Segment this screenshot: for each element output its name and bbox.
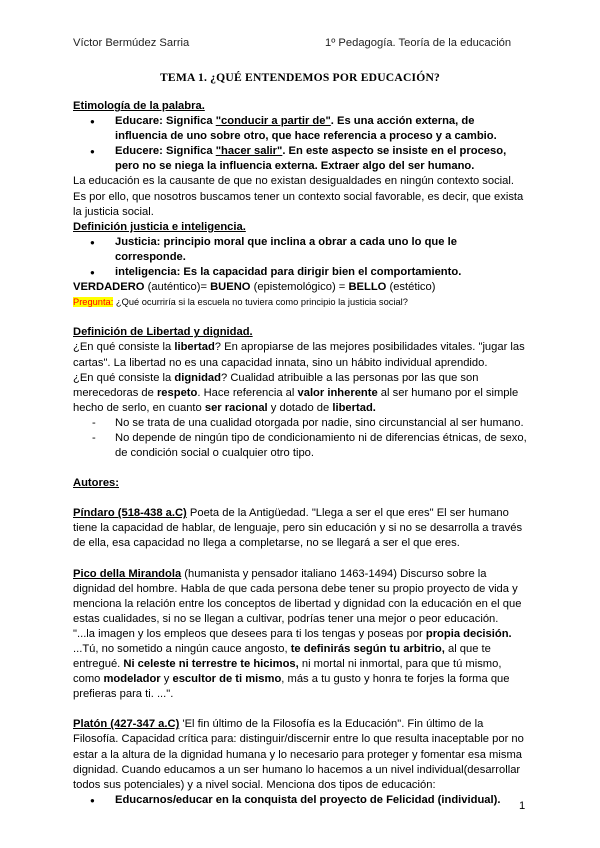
list-item: ● Educarnos/educar en la conquista del proyecto de Felicidad (individual). — [88, 793, 528, 808]
spacer — [73, 461, 528, 476]
spacer — [73, 702, 528, 717]
list-item: ● inteligencia: Es la capacidad para dirigir bien el comportamiento. — [88, 265, 528, 280]
spacer — [73, 552, 528, 567]
author-name: Pico della Mirandola — [73, 567, 182, 580]
author-pindaro: Píndaro (518-438 a.C) Poeta de la Antigüedad. "Llega a ser el que eres" El ser humano tiene la capacidad de hablar, de lenguaje, pero sin educación y si no se desarrolla a través de ella, esa capacidad no llega a completarse, no se llegará a ser el que eres. — [73, 507, 523, 550]
paragraph: La educación es la causante de que no existan desigualdades en ningún contexto social. Es por ello, que nosotros buscamos tener un contexto social favorable, es decir, que exista la justicia social. — [73, 175, 524, 218]
etimologia-list — [73, 114, 528, 174]
paragraph: ¿En qué consiste la dignidad? Cualidad atribuible a las personas por las que son merecedoras de respeto. Hace referencia al valor inherente al ser humano por el simple hecho de serlo, en cuanto ser racional y dotado de libertad. — [73, 371, 519, 414]
section-heading-justicia: Definición justicia e inteligencia. — [73, 220, 246, 233]
platon-list — [73, 793, 528, 808]
author-name: Platón (427-347 a.C) — [73, 718, 180, 731]
author-name: Píndaro (518-438 a.C) — [73, 507, 187, 520]
section-heading-libertad: Definición de Libertad y dignidad. — [73, 326, 253, 339]
section-heading-etimologia: Etimología de la palabra. — [73, 100, 205, 112]
paragraph: ¿En qué consiste la libertad? En apropiarse de las mejores posibilidades vitales. "jugar las cartas". La libertad no es una capacidad innata, sino un hábito individual aprendido. — [73, 341, 525, 369]
list-item: ● Educare: Significa "conducir a partir de". Es una acción externa, de influencia de uno sobre otro, que hace referencia a proceso y a cambio. — [88, 114, 528, 144]
header-author: Víctor Bermúdez Sarria — [73, 37, 190, 49]
list-item: - No depende de ningún tipo de condicionamiento ni de diferencias étnicas, de sexo, de condición social o cualquier otro tipo. — [88, 431, 528, 461]
libertad-dash-list — [73, 416, 528, 461]
pico-quote: "...la imagen y los empleos que desees para ti los tengas y poseas por propia decisión. ...Tú, no sometido a ningún cauce angosto, te definirás según tu arbitrio, al que te entregué. Ni celeste ni terrestre te hicimos, ni mortal ni inmortal, para que tú mismo, como modelador y escultor de ti mismo, más a tu gusto y honra te forjes la forma que prefieras para ti. ...". — [73, 627, 512, 701]
document-title: TEMA 1. ¿QUÉ ENTENDEMOS POR EDUCACIÓN? — [159, 71, 441, 84]
author-platon: Platón (427-347 a.C) 'El fin último de la Filosofía es la Educación". Fin último de la Filosofía. Capacidad crítica para: distinguir/discernir entre lo que resulta inaceptable por no estar a la altura de la dignidad humana y lo necesario para proteger y fomentar esa misma dignidad. Cuando educamos a un ser humano lo hacemos a un nivel individual(desarrollar todos sus potenciales) y a nivel social. Menciona dos tipos de educación: — [73, 718, 524, 791]
section-heading-autores: Autores: — [73, 477, 119, 490]
justicia-list — [73, 235, 528, 280]
list-item: ● Educere: Significa "hacer salir". En este aspecto se insiste en el proceso, pero no se niega la influencia externa. Extraer algo del ser humano. — [88, 144, 528, 174]
document-body — [73, 99, 528, 808]
list-item: - No se trata de una cualidad otorgada por nadie, sino circunstancial al ser humano. — [88, 416, 528, 431]
header-course: 1º Pedagogía. Teoría de la educación — [325, 37, 512, 49]
equation-line: VERDADERO (auténtico)= BUENO (epistemológico) = BELLO (estético) — [73, 281, 436, 294]
list-item: ● Justicia: principio moral que inclina a obrar a cada uno lo que le corresponde. — [88, 235, 528, 265]
author-pico: Pico della Mirandola (humanista y pensador italiano 1463-1494) Discurso sobre la dignidad del hombre. Habla de que cada persona debe tener su propio proyecto de vida y menciona la relación entre los conceptos de libertad y dignidad con la educación en el que estas cualidades, si no se llegan a cultivar, podrías tener una mejor o peor educación. — [73, 567, 522, 625]
page-number: 1 — [519, 800, 526, 812]
spacer — [73, 491, 528, 506]
question-tag: Pregunta: — [73, 297, 114, 308]
question-line: Pregunta: ¿Qué ocurriría si la escuela no tuviera como principio la justicia social? — [73, 297, 408, 308]
spacer — [73, 310, 528, 325]
